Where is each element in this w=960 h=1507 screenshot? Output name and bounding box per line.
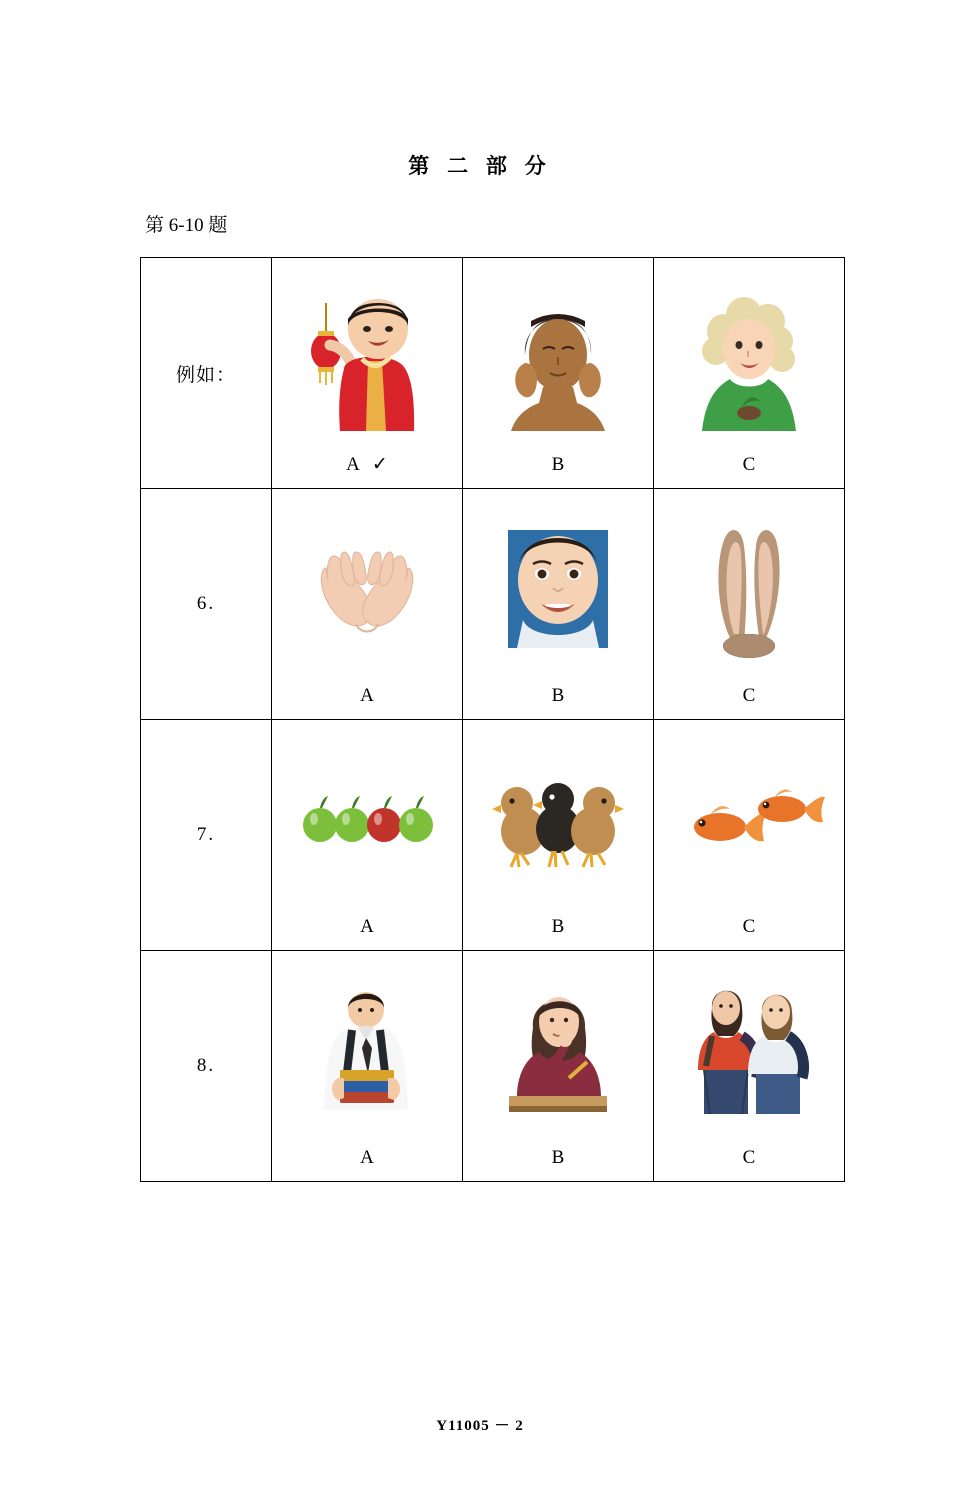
- curly-haired-girl-in-green-shirt-smiling-image: [660, 272, 838, 448]
- option-letter: C: [742, 916, 756, 937]
- option-letter: B: [551, 685, 565, 706]
- option-letter: B: [551, 916, 565, 937]
- two-open-hands-palms-up-image: [278, 503, 456, 679]
- baby-face-smiling-blue-background-image: [469, 503, 647, 679]
- schoolboy-holding-books-image: [278, 965, 456, 1141]
- option-letter: [346, 447, 388, 476]
- option-cell-8-c[interactable]: [654, 951, 845, 1182]
- table-row: [141, 720, 845, 951]
- two-goldfish-image: [660, 734, 838, 910]
- option-cell-example-a[interactable]: [272, 258, 463, 489]
- exam-page: [0, 150, 960, 1507]
- boy-in-red-chinese-outfit-holding-lantern-image: [278, 272, 456, 447]
- woman-touching-her-face-with-both-hands-image: [469, 272, 647, 448]
- option-letter: C: [742, 454, 756, 475]
- option-cell-example-b[interactable]: [463, 258, 654, 489]
- option-letter: B: [551, 454, 565, 475]
- woman-thinking-at-desk-image: [469, 965, 647, 1141]
- option-letter: C: [742, 1147, 756, 1168]
- row-number: 6.: [196, 593, 216, 614]
- option-cell-7-c[interactable]: [654, 720, 845, 951]
- option-cell-6-c[interactable]: [654, 489, 845, 720]
- rabbit-ears-image: [660, 503, 838, 679]
- option-letter: C: [742, 685, 756, 706]
- table-row: [141, 258, 845, 489]
- option-letter: A: [360, 685, 374, 706]
- question-table: [140, 257, 845, 1182]
- option-letter-text: A: [346, 454, 360, 475]
- option-cell-6-b[interactable]: [463, 489, 654, 720]
- row-label-7: [141, 720, 272, 951]
- row-number: 8.: [196, 1055, 216, 1076]
- option-cell-8-b[interactable]: [463, 951, 654, 1182]
- option-letter: B: [551, 1147, 565, 1168]
- option-cell-8-a[interactable]: [272, 951, 463, 1182]
- three-chicks-two-brown-one-black-image: [469, 734, 647, 910]
- row-label-example: 例如：: [141, 258, 272, 489]
- option-cell-example-c[interactable]: [654, 258, 845, 489]
- row-label-8: [141, 951, 272, 1182]
- option-cell-6-a[interactable]: [272, 489, 463, 720]
- option-cell-7-a[interactable]: [272, 720, 463, 951]
- table-row: [141, 489, 845, 720]
- two-girls-with-backpacks-image: [660, 965, 838, 1141]
- check-mark-icon: ✓: [371, 454, 388, 475]
- option-letter: A: [360, 916, 374, 937]
- row-number: 7.: [196, 824, 216, 845]
- four-apples-three-green-one-red-image: [278, 734, 456, 910]
- question-range-label: 第 6-10 题: [145, 215, 228, 236]
- option-letter: A: [360, 1147, 374, 1168]
- page-footer: Y11005 － 2: [436, 1418, 524, 1434]
- page-title: 第 二 部 分: [408, 155, 552, 178]
- option-cell-7-b[interactable]: [463, 720, 654, 951]
- table-row: [141, 951, 845, 1182]
- row-label-6: [141, 489, 272, 720]
